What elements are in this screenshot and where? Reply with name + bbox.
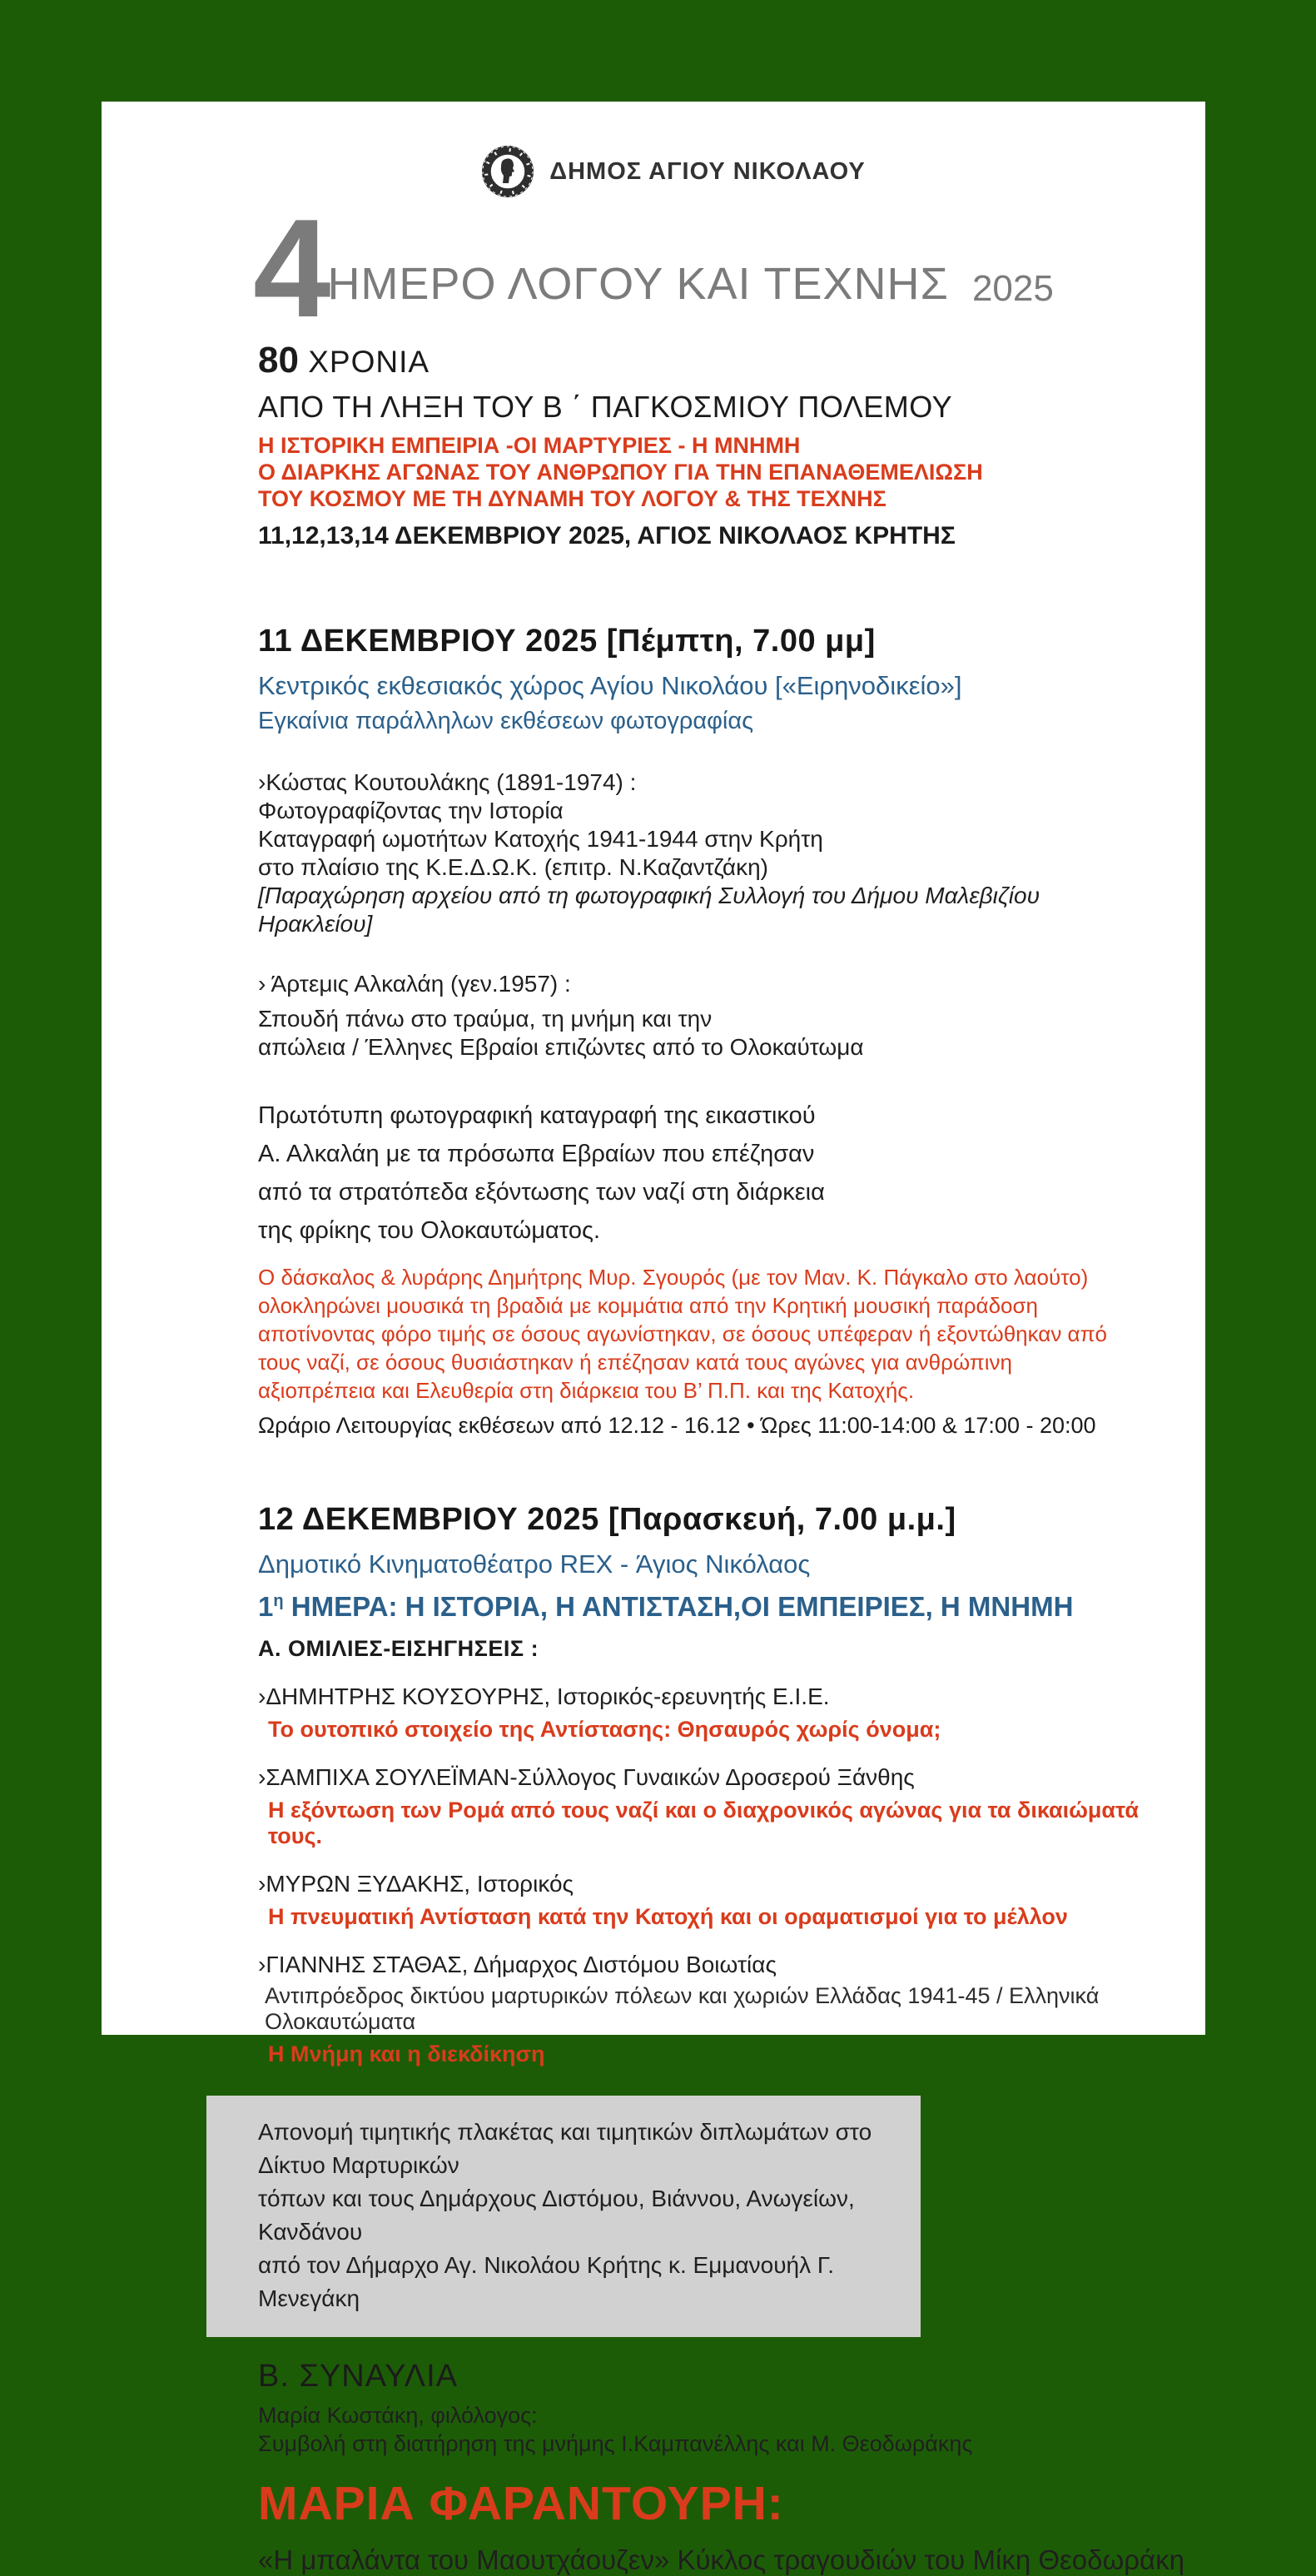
speaker-topic: Το ουτοπικό στοιχείο της Αντίστασης: Θησαυρός χωρίς όνομα; [268, 1717, 941, 1742]
theme-line: Η ΙΣΤΟΡΙΚΗ ΕΜΠΕΙΡΙΑ -ΟΙ ΜΑΡΤΥΡΙΕΣ - Η ΜΝΗΜΗ [258, 433, 801, 458]
speaker-item [258, 1952, 1155, 2067]
day11-venue: Κεντρικός εκθεσιακός χώρος Αγίου Νικολάου [«Ειρηνοδικείο»] [258, 671, 962, 700]
speaker-topic: Η εξόντωση των Ρομά από τους ναζί και ο διαχρονικός αγώνας για τα δικαιώματά τους. [268, 1798, 1139, 1848]
concert-program: «Η μπαλάντα του Μαουτχάουζεν» Κύκλος τραγουδιών του Μίκη Θεοδωράκη [258, 2544, 1184, 2575]
speaker-topic: Η πνευματική Αντίσταση κατά την Κατοχή και οι οραματισμοί για το μέλλον [268, 1904, 1068, 1929]
anniversary-line [258, 340, 1155, 381]
anniversary-subtitle: ΑΠΟ ΤΗ ΛΗΞΗ ΤΟΥ Β ΄ ΠΑΓΚΟΣΜΙΟΥ ΠΟΛΕΜΟΥ [258, 390, 953, 424]
event-title-number: 4 [253, 190, 328, 346]
exhibit1-block [258, 768, 1155, 938]
day12-title-number: 1 [258, 1591, 274, 1622]
exhibit-description [258, 1097, 1155, 1250]
award-box [206, 2096, 921, 2337]
municipality-seal-icon [481, 145, 534, 198]
municipality-name: ΔΗΜΟΣ ΑΓΙΟΥ ΝΙΚΟΛΑΟΥ [549, 157, 866, 185]
anniversary-word: ΧΡΟΝΙΑ [298, 345, 430, 379]
music-note [258, 1263, 1155, 1405]
award-line: Απονομή τιμητικής πλακέτας και τιμητικών διπλωμάτων στο Δίκτυο Μαρτυρικών [258, 2119, 872, 2178]
speaker-item [258, 1871, 1155, 1930]
speaker-name: ›ΣΑΜΠΙΧΑ ΣΟΥΛΕΪΜΑΝ-Σύλλογος Γυναικών Δροσερού Ξάνθης [258, 1764, 915, 1790]
concert-intro [258, 2401, 1155, 2458]
section-b-label: Β. ΣΥΝΑΥΛΙΑ [258, 2359, 459, 2394]
description-line: Πρωτότυπη φωτογραφική καταγραφή της εικαστικού [258, 1102, 816, 1129]
concert-intro-line: Συμβολή στη διατήρηση της μνήμης Ι.Καμπανέλλης και Μ. Θεοδωράκης [258, 2431, 973, 2456]
exhibit2-line: › Άρτεμις Αλκαλάη (γεν.1957) : [258, 971, 571, 997]
theme-line: ΤΟΥ ΚΟΣΜΟΥ ΜΕ ΤΗ ΔΥΝΑΜΗ ΤΟΥ ΛΟΓΟΥ & ΤΗΣ ΤΕΧΝΗΣ [258, 486, 886, 511]
exhibit1-line: Καταγραφή ωμοτήτων Κατοχής 1941-1944 στην Κρήτη [258, 826, 823, 852]
theme-line: Ο ΔΙΑΡΚΗΣ ΑΓΩΝΑΣ ΤΟΥ ΑΝΘΡΩΠΟΥ ΓΙΑ ΤΗΝ ΕΠΑΝΑΘΕΜΕΛΙΩΣΗ [258, 460, 983, 485]
day12-title-text: ΗΜΕΡΑ: Η ΙΣΤΟΡΙΑ, Η ΑΝΤΙΣΤΑΣΗ,ΟΙ ΕΜΠΕΙΡΙΕΣ, Η ΜΝΗΜΗ [283, 1591, 1074, 1622]
music-note-line: ολοκληρώνει μουσικά τη βραδιά με κομμάτια από την Κρητική μουσική παράδοση [258, 1293, 1039, 1318]
speaker-topic: Η Μνήμη και η διεκδίκηση [268, 2041, 545, 2066]
award-line: από τον Δήμαρχο Αγ. Νικολάου Κρήτης κ. Εμμανουήλ Γ. Μενεγάκη [258, 2252, 835, 2311]
section-a-label: Α. ΟΜΙΛΙΕΣ-ΕΙΣΗΓΗΣΕΙΣ : [258, 1636, 539, 1661]
exhibit1-line: ›Κώστας Κουτουλάκης (1891-1974) : [258, 769, 637, 795]
speaker-item [258, 1683, 1155, 1743]
municipality-header [191, 143, 1155, 200]
event-dates: 11,12,13,14 ΔΕΚΕΜΒΡΙΟΥ 2025, ΑΓΙΟΣ ΝΙΚΟΛΑΟΣ ΚΡΗΤΗΣ [258, 522, 956, 550]
speaker-name: ›ΜΥΡΩΝ ΞΥΔΑΚΗΣ, Ιστορικός [258, 1871, 574, 1897]
event-title [253, 190, 1155, 346]
event-title-year: 2025 [971, 268, 1054, 309]
description-line: της φρίκης του Ολοκαυτώματος. [258, 1217, 600, 1244]
speaker-name: ›ΓΙΑΝΝΗΣ ΣΤΑΘΑΣ, Δήμαρχος Διστόμου Βοιωτίας [258, 1952, 777, 1977]
exhibit1-line: Φωτογραφίζοντας την Ιστορία [258, 798, 564, 823]
music-note-line: τους ναζί, σε όσους θυσιάστηκαν ή επέζησαν κατά τους αγώνες για ανθρώπινη [258, 1350, 1012, 1375]
exhibit1-credit: [Παραχώρηση αρχείου από τη φωτογραφική Συλλογή του Δήμου Μαλεβιζίου Ηρακλείου] [258, 883, 1040, 937]
speaker-subtitle: Αντιπρόεδρος δικτύου μαρτυρικών πόλεων και χωριών Ελλάδας 1941-45 / Ελληνικά Ολοκαυτώματα [265, 1983, 1100, 2034]
exhibit2-line: Σπουδή πάνω στο τραύμα, τη μνήμη και την [258, 1006, 713, 1032]
speaker-item [258, 1764, 1155, 1849]
day11-event: Εγκαίνια παράλληλων εκθέσεων φωτογραφίας [258, 708, 754, 734]
day12-heading: 12 ΔΕΚΕΜΒΡΙΟΥ 2025 [Παρασκευή, 7.00 μ.μ.] [258, 1502, 956, 1537]
concert-intro-line: Μαρία Κωστάκη, φιλόλογος: [258, 2403, 538, 2428]
music-note-line: αξιοπρέπεια και Ελευθερία στη διάρκεια του Β’ Π.Π. και της Κατοχής. [258, 1378, 915, 1403]
award-line: τόπων και τους Δημάρχους Διστόμου, Βιάννου, Ανωγείων, Κανδάνου [258, 2186, 855, 2245]
anniversary-number: 80 [258, 340, 299, 380]
speaker-name: ›ΔΗΜΗΤΡΗΣ ΚΟΥΣΟΥΡΗΣ, Ιστορικός-ερευνητής Ε.Ι.Ε. [258, 1683, 830, 1709]
theme-lines [258, 433, 1155, 512]
exhibit2-block [258, 970, 1155, 1062]
exhibit2-line: απώλεια / Έλληνες Εβραίοι επιζώντες από το Ολοκαύτωμα [258, 1034, 864, 1060]
event-title-text: ΗΜΕΡΟ ΛΟΓΟΥ ΚΑΙ ΤΕΧΝΗΣ [327, 259, 949, 309]
day12-title [258, 1591, 1155, 1623]
description-line: από τα στρατόπεδα εξόντωσης των ναζί στη διάρκεια [258, 1179, 825, 1206]
music-note-line: αποτίνοντας φόρο τιμής σε όσους αγωνίστηκαν, σε όσους υπέφεραν ή εξοντώθηκαν από [258, 1321, 1107, 1346]
exhibit1-line: στο πλαίσιο της Κ.Ε.Δ.Ω.Κ. (επιτρ. Ν.Καζαντζάκη) [258, 854, 768, 880]
day11-heading: 11 ΔΕΚΕΜΒΡΙΟΥ 2025 [Πέμπτη, 7.00 μμ] [258, 624, 876, 659]
day12-venue: Δημοτικό Κινηματοθέατρο REX - Άγιος Νικόλαος [258, 1549, 811, 1579]
description-line: Α. Αλκαλάη με τα πρόσωπα Εβραίων που επέζησαν [258, 1141, 815, 1167]
day12-title-sup: η [273, 1592, 284, 1610]
poster-sheet [102, 102, 1205, 2575]
opening-hours: Ωράριο Λειτουργίας εκθέσεων από 12.12 - 16.12 • Ώρες 11:00-14:00 & 17:00 - 20:00 [258, 1413, 1096, 1438]
music-note-line: Ο δάσκαλος & λυράρης Δημήτρης Μυρ. Σγουρός (με τον Μαν. Κ. Πάγκαλο στο λαούτο) [258, 1265, 1089, 1290]
concert-artist: ΜΑΡΙΑ ΦΑΡΑΝΤΟΥΡΗ: [258, 2477, 784, 2530]
